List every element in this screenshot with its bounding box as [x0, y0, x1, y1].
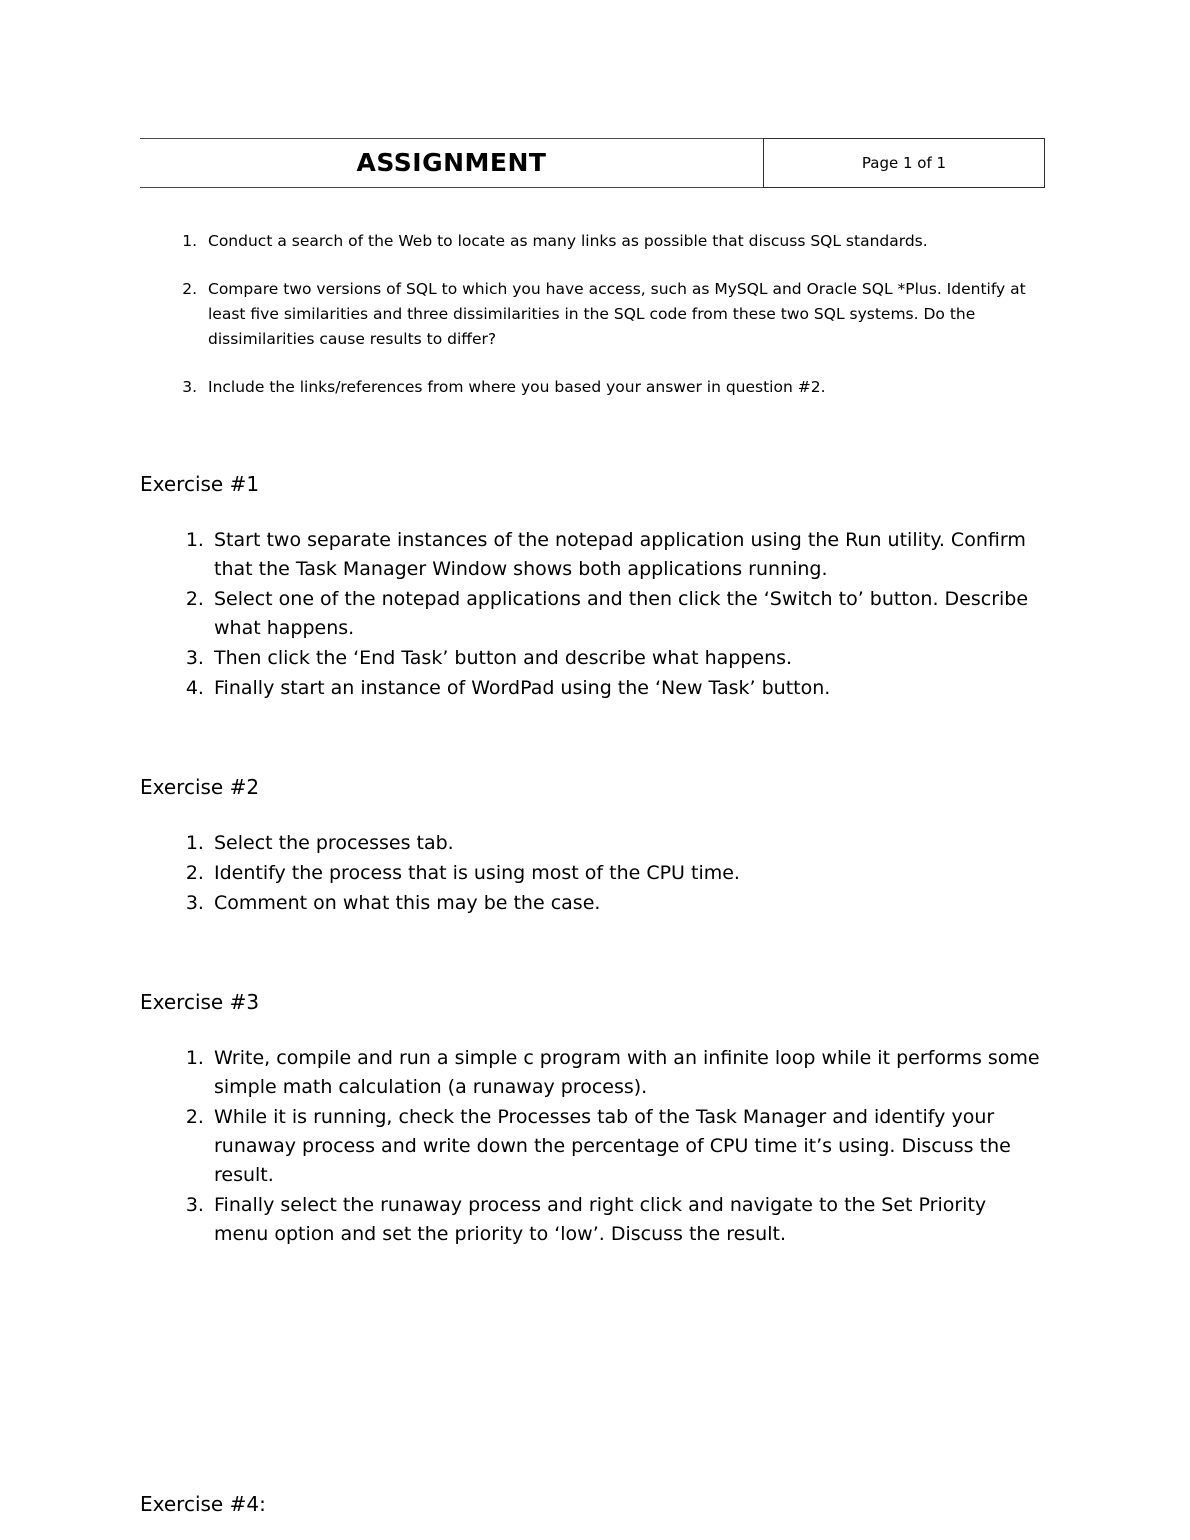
- exercise-2-list: [140, 829, 1045, 918]
- list-item: 4. Finally start an instance of WordPad using the ‘New Task’ button.: [210, 674, 1045, 703]
- list-item: 1. Conduct a search of the Web to locate as many links as possible that discuss SQL standards.: [202, 229, 1045, 254]
- page-number-label: Page 1 of 1: [861, 154, 947, 172]
- list-item: 2. Identify the process that is using most of the CPU time.: [210, 859, 1045, 888]
- intro-section: [140, 229, 1045, 400]
- exercise-1-section: [140, 472, 1045, 703]
- list-item: 3. Then click the ‘End Task’ button and describe what happens.: [210, 644, 1045, 673]
- list-item: 1. Write, compile and run a simple c program with an infinite loop while it performs some simple math calculation (a runaway process).: [210, 1044, 1045, 1102]
- exercise-2-section: [140, 775, 1045, 918]
- list-item: 1. Select the processes tab.: [210, 829, 1045, 858]
- exercise-title: Exercise #4:: [140, 1492, 266, 1516]
- exercise-title: Exercise #2: [140, 775, 260, 799]
- list-item: 2. Compare two versions of SQL to which you have access, such as MySQL and Oracle SQL *Plus. Identify at least five similarities and three dissimilarities in the SQL code from these two SQL systems. Do the dissimilarities cause results to differ?: [202, 277, 1045, 352]
- intro-list: [140, 229, 1045, 400]
- header-title-cell: [140, 138, 763, 188]
- header: [140, 138, 1045, 188]
- list-item: 3. Include the links/references from where you based your answer in question #2.: [202, 375, 1045, 400]
- exercise-title: Exercise #3: [140, 990, 260, 1014]
- list-item: 2. While it is running, check the Processes tab of the Task Manager and identify your runaway process and write down the percentage of CPU time it’s using. Discuss the result.: [210, 1103, 1045, 1190]
- page-number-box: [763, 138, 1045, 188]
- list-item: 2. Select one of the notepad applications and then click the ‘Switch to’ button. Describe what happens.: [210, 585, 1045, 643]
- exercise-3-list: [140, 1044, 1045, 1249]
- list-item: 1. Start two separate instances of the notepad application using the Run utility. Confirm that the Task Manager Window shows both applications running.: [210, 526, 1045, 584]
- list-item: 3. Finally select the runaway process and right click and navigate to the Set Priority menu option and set the priority to ‘low’. Discuss the result.: [210, 1191, 1045, 1249]
- exercise-3-section: [140, 990, 1045, 1249]
- exercise-title: Exercise #1: [140, 472, 260, 496]
- document-title: ASSIGNMENT: [356, 148, 547, 177]
- exercise-1-list: [140, 526, 1045, 703]
- list-item: 3. Comment on what this may be the case.: [210, 889, 1045, 918]
- exercise-4-section: [140, 1492, 1045, 1516]
